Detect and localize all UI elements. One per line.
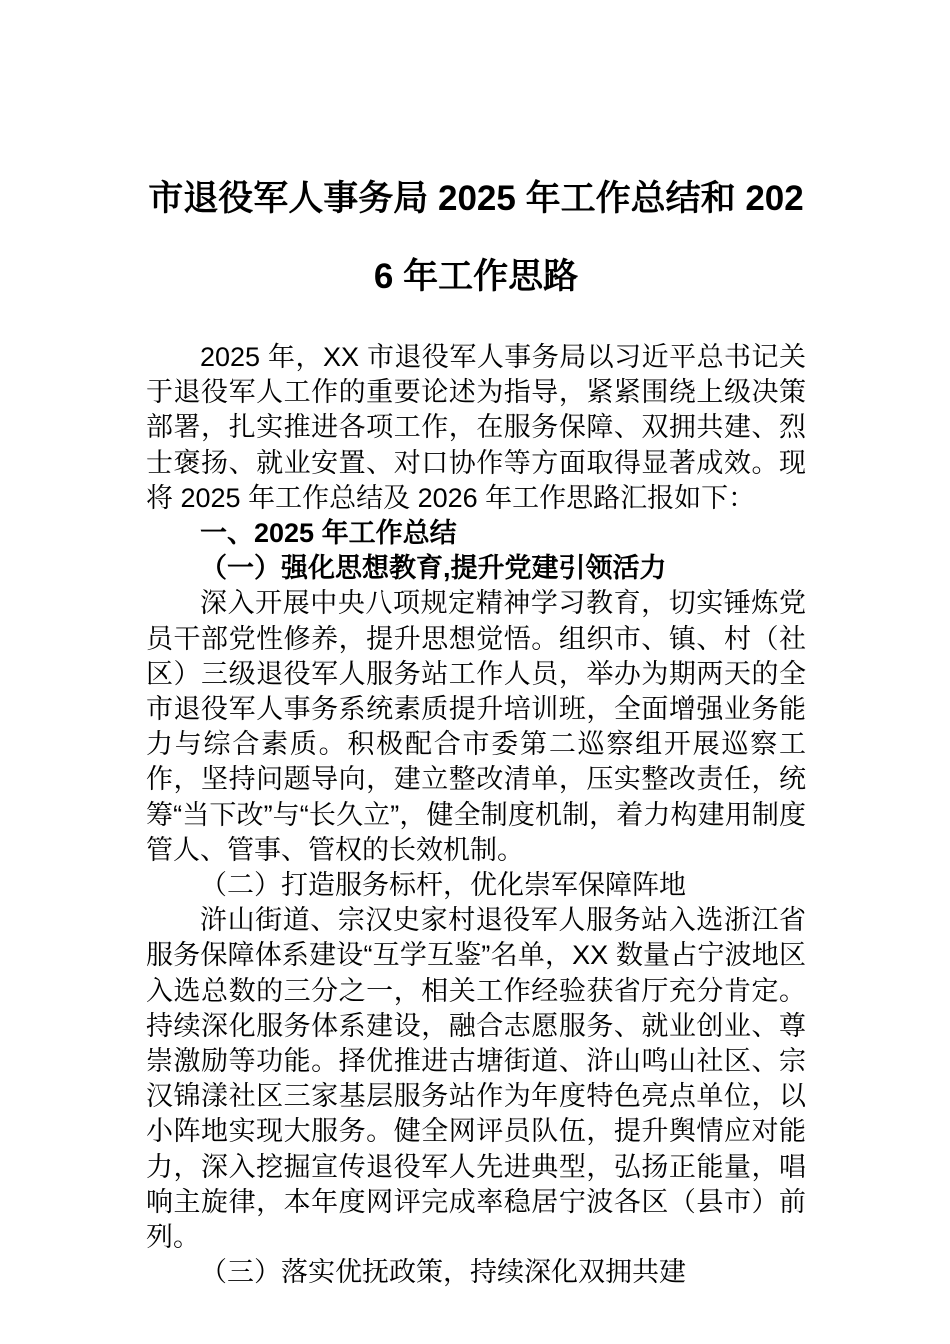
paragraph-section-1-2-body: 浒山街道、宗汉史家村退役军人服务站入选浙江省服务保障体系建设“互学互鉴”名单，XX 数量占宁波地区入选总数的三分之一，相关工作经验获省厅充分肯定。持续深化服务体系建设，融合志愿服务、就业创业、尊崇激励等功能。择优推进古塘街道、浒山鸣山社区、宗汉锦漾社区三家基层服务站作为年度特色亮点单位，以小阵地实现大服务。健全网评员队伍，提升舆情应对能力，深入挖掘宣传退役军人先进典型，弘扬正能量，唱响主旋律，本年度网评完成率稳居宁波各区（县市）前列。 xyxy=(146,905,806,1253)
page-title: 市退役军人事务局 2025 年工作总结和 2026 年工作思路 xyxy=(148,179,804,296)
heading-section-1: 一、2025 年工作总结 xyxy=(200,518,457,549)
document-body xyxy=(146,160,806,1290)
heading-section-1-2: （二）打造服务标杆，优化崇军保障阵地 xyxy=(200,870,686,901)
paragraph-intro: 2025 年，XX 市退役军人事务局以习近平总书记关于退役军人工作的重要论述为指导，紧紧围绕上级决策部署，扎实推进各项工作，在服务保障、双拥共建、烈士褒扬、就业安置、对口协作等方面取得显著成效。现将 2025 年工作总结及 2026 年工作思路汇报如下： xyxy=(146,342,806,513)
paragraph-section-1-1-body: 深入开展中央八项规定精神学习教育，切实锤炼党员干部党性修养，提升思想觉悟。组织市、镇、村（社区）三级退役军人服务站工作人员，举办为期两天的全市退役军人事务系统素质提升培训班，全面增强业务能力与综合素质。积极配合市委第二巡察组开展巡察工作，坚持问题导向，建立整改清单，压实整改责任，统筹“当下改”与“长久立”，健全制度机制，着力构建用制度管人、管事、管权的长效机制。 xyxy=(146,588,806,865)
heading-section-1-1: （一）强化思想教育,提升党建引领活力 xyxy=(200,553,667,584)
heading-section-1-3: （三）落实优抚政策，持续深化双拥共建 xyxy=(200,1257,686,1288)
